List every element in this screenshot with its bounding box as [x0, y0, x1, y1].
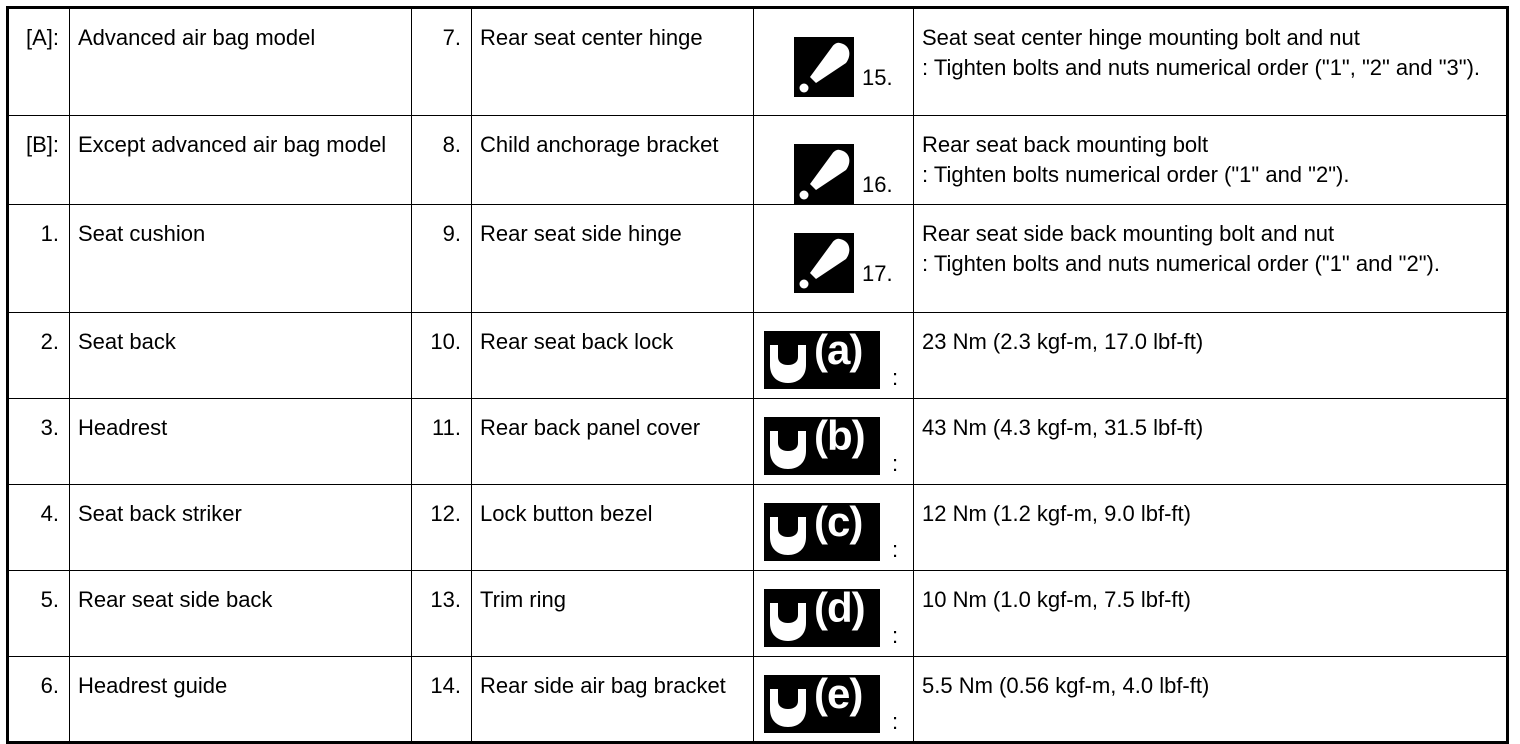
wrench-icon: [764, 331, 814, 389]
legend-row: [8, 657, 1508, 743]
item-name: Headrest: [70, 399, 412, 485]
legend-row: [8, 205, 1508, 313]
bolt-number: 15.: [862, 65, 893, 90]
legend-row: [8, 399, 1508, 485]
legend-row: [8, 313, 1508, 399]
item-key: 3.: [8, 399, 70, 485]
item-name: Rear side air bag bracket: [472, 657, 754, 743]
item-key: [B]:: [8, 116, 70, 205]
torque-colon: :: [892, 623, 899, 648]
torque-colon: :: [892, 365, 899, 390]
item-name: Child anchorage bracket: [472, 116, 754, 205]
icon-cell: [754, 571, 914, 657]
item-key: 6.: [8, 657, 70, 743]
item-name: Rear seat center hinge: [472, 8, 754, 116]
spec-description: [914, 399, 1508, 485]
torque-wrench-icon: [764, 326, 880, 389]
item-key: 9.: [412, 205, 472, 313]
spec-description: [914, 485, 1508, 571]
torque-icon-wrap: [760, 405, 907, 475]
spec-line: 43 Nm (4.3 kgf-m, 31.5 lbf-ft): [922, 415, 1204, 440]
item-key: 14.: [412, 657, 472, 743]
bolt-number: 16.: [862, 172, 893, 197]
item-name: Trim ring: [472, 571, 754, 657]
legend-row: [8, 116, 1508, 205]
item-key: 5.: [8, 571, 70, 657]
spec-note: : Tighten bolts numerical order ("1" and "2").: [922, 162, 1350, 187]
spec-line: 5.5 Nm (0.56 kgf-m, 4.0 lbf-ft): [922, 673, 1210, 698]
torque-icon-wrap: [760, 577, 907, 647]
bolt-icon: [794, 37, 854, 97]
item-key: 1.: [8, 205, 70, 313]
legend-body: [8, 8, 1508, 743]
item-name: Rear back panel cover: [472, 399, 754, 485]
torque-colon: :: [892, 537, 899, 562]
bolt-icon-wrap: [760, 15, 907, 97]
bolt-icon: [794, 144, 854, 204]
wrench-icon: [764, 417, 814, 475]
spec-description: [914, 571, 1508, 657]
item-key: 10.: [412, 313, 472, 399]
item-key: 8.: [412, 116, 472, 205]
torque-wrench-icon: [764, 670, 880, 733]
item-key: 11.: [412, 399, 472, 485]
torque-wrench-icon: [764, 584, 880, 647]
spec-line: 12 Nm (1.2 kgf-m, 9.0 lbf-ft): [922, 501, 1191, 526]
item-name: Rear seat back lock: [472, 313, 754, 399]
spec-line: Rear seat back mounting bolt: [922, 132, 1209, 157]
item-key: 13.: [412, 571, 472, 657]
torque-spec-letter: (d): [814, 584, 865, 631]
spec-line: 10 Nm (1.0 kgf-m, 7.5 lbf-ft): [922, 587, 1191, 612]
icon-cell: [754, 399, 914, 485]
torque-icon-wrap: [760, 663, 907, 733]
icon-cell: [754, 313, 914, 399]
icon-cell: [754, 657, 914, 743]
legend-row: [8, 8, 1508, 116]
legend-table: [6, 6, 1509, 744]
icon-cell: [754, 485, 914, 571]
spec-line: Seat seat center hinge mounting bolt and nut: [922, 25, 1360, 50]
legend-row: [8, 571, 1508, 657]
item-name: Except advanced air bag model: [70, 116, 412, 205]
icon-cell: [754, 8, 914, 116]
torque-icon-wrap: [760, 319, 907, 389]
bolt-icon-wrap: [760, 122, 907, 204]
icon-cell: [754, 205, 914, 313]
item-name: Seat back: [70, 313, 412, 399]
item-name: Seat back striker: [70, 485, 412, 571]
torque-spec-letter: (a): [814, 326, 863, 373]
item-key: 4.: [8, 485, 70, 571]
icon-cell: [754, 116, 914, 205]
torque-wrench-icon: [764, 498, 880, 561]
wrench-icon: [764, 675, 814, 733]
spec-description: [914, 205, 1508, 313]
torque-spec-letter: (e): [814, 670, 863, 717]
spec-note: : Tighten bolts and nuts numerical order ("1", "2" and "3").: [922, 55, 1481, 80]
spec-description: [914, 116, 1508, 205]
item-name: Lock button bezel: [472, 485, 754, 571]
legend-row: [8, 485, 1508, 571]
torque-colon: :: [892, 451, 899, 476]
spec-description: [914, 8, 1508, 116]
bolt-number: 17.: [862, 261, 893, 286]
item-name: Rear seat side back: [70, 571, 412, 657]
torque-colon: :: [892, 709, 899, 734]
item-key: 7.: [412, 8, 472, 116]
wrench-icon: [764, 589, 814, 647]
item-key: [A]:: [8, 8, 70, 116]
spec-description: [914, 313, 1508, 399]
bolt-icon: [794, 233, 854, 293]
torque-spec-letter: (c): [814, 498, 863, 545]
bolt-icon-wrap: [760, 211, 907, 293]
item-name: Seat cushion: [70, 205, 412, 313]
torque-icon-wrap: [760, 491, 907, 561]
torque-wrench-icon: [764, 412, 880, 475]
torque-spec-letter: (b): [814, 412, 865, 459]
spec-line: 23 Nm (2.3 kgf-m, 17.0 lbf-ft): [922, 329, 1204, 354]
item-name: Advanced air bag model: [70, 8, 412, 116]
wrench-icon: [764, 503, 814, 561]
spec-description: [914, 657, 1508, 743]
item-name: Rear seat side hinge: [472, 205, 754, 313]
item-name: Headrest guide: [70, 657, 412, 743]
spec-line: Rear seat side back mounting bolt and nut: [922, 221, 1335, 246]
spec-note: : Tighten bolts and nuts numerical order ("1" and "2").: [922, 251, 1440, 276]
item-key: 12.: [412, 485, 472, 571]
item-key: 2.: [8, 313, 70, 399]
